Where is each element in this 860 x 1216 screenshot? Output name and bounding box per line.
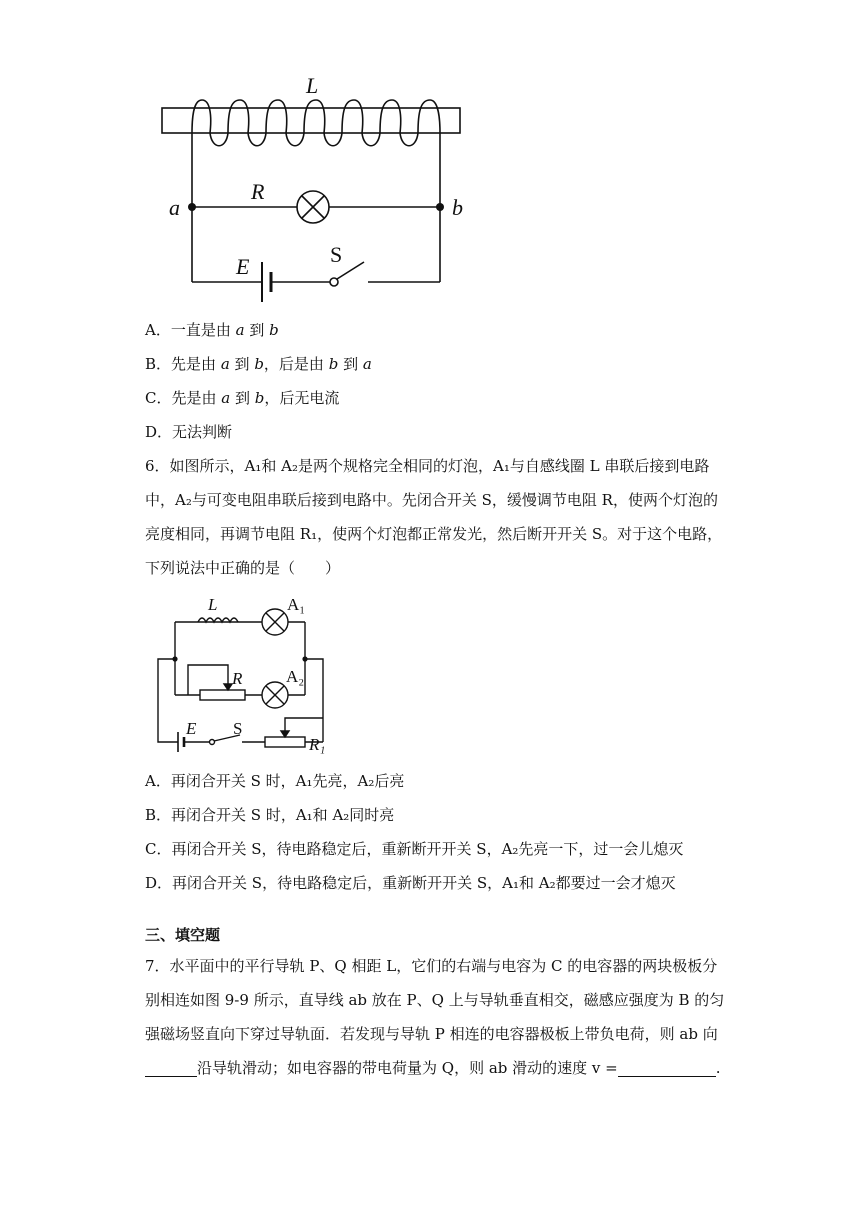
label-S2: S xyxy=(233,719,243,738)
q5-option-d: D．无法判断 xyxy=(145,423,233,441)
label-S: S xyxy=(330,242,343,267)
label-a: a xyxy=(169,195,180,220)
figure1-circuit xyxy=(0,0,860,310)
q5-option-b: B．先是由 a 到 b，后是由 b 到 a xyxy=(145,355,372,373)
rheostat-r1 xyxy=(265,737,305,747)
switch-pivot xyxy=(330,278,338,286)
label-A1: A₁ xyxy=(287,595,306,614)
q6-stem-line3: 亮度相同，再调节电阻 R₁，使两个灯泡都正常发光，然后断开开关 S。对于这个电路， xyxy=(145,525,723,543)
q5-option-a: A．一直是由 a 到 b xyxy=(145,321,279,339)
label-L2: L xyxy=(208,595,218,614)
q7-blank-direction[interactable] xyxy=(145,1058,197,1077)
label-E: E xyxy=(236,254,250,279)
label-b: b xyxy=(452,195,463,220)
label-R2: R xyxy=(232,669,243,688)
label-L: L xyxy=(306,73,319,98)
q5-option-c: C．先是由 a 到 b，后无电流 xyxy=(145,389,340,407)
label-R1: R₁ xyxy=(309,735,326,754)
figure2-circuit xyxy=(0,585,860,765)
label-R: R xyxy=(251,179,265,204)
section3-title: 三、填空题 xyxy=(145,926,221,944)
rheostat-r xyxy=(200,690,245,700)
q6-stem-line2: 中，A₂与可变电阻串联后接到电路中。先闭合开关 S，缓慢调节电阻 R，使两个灯泡的 xyxy=(145,491,718,509)
q6-option-a: A．再闭合开关 S 时，A₁先亮，A₂后亮 xyxy=(145,772,405,790)
label-E2: E xyxy=(186,719,197,738)
q6-stem-line4: 下列说法中正确的是（ ） xyxy=(145,559,341,577)
q6-option-b: B．再闭合开关 S 时，A₁和 A₂同时亮 xyxy=(145,806,395,824)
q7-line3: 强磁场竖直向下穿过导轨面．若发现与导轨 P 相连的电容器极板上带负电荷，则 ab 向 xyxy=(145,1025,718,1043)
q6-option-d: D．再闭合开关 S，待电路稳定后，重新断开开关 S，A₁和 A₂都要过一会才熄灭 xyxy=(145,874,676,892)
q7-line2: 别相连如图 9-9 所示，直导线 ab 放在 P、Q 上与导轨垂直相交，磁感应强度为 B 的匀 xyxy=(145,991,725,1009)
q6-option-c: C．再闭合开关 S，待电路稳定后，重新断开开关 S，A₂先亮一下，过一会儿熄灭 xyxy=(145,840,684,858)
q6-stem-line1: 6．如图所示，A₁和 A₂是两个规格完全相同的灯泡，A₁与自感线圈 L 串联后接到电路 xyxy=(145,457,710,475)
label-A2: A₂ xyxy=(286,667,305,686)
q7-line1: 7．水平面中的平行导轨 P、Q 相距 L，它们的右端与电容为 C 的电容器的两块极板分 xyxy=(145,957,718,975)
iron-core xyxy=(162,108,460,133)
q7-blank-velocity[interactable] xyxy=(618,1058,716,1077)
q7-line4: 沿导轨滑动；如电容器的带电荷量为 Q，则 ab 滑动的速度 v = . xyxy=(145,1058,721,1078)
switch-pivot-2 xyxy=(210,740,215,745)
